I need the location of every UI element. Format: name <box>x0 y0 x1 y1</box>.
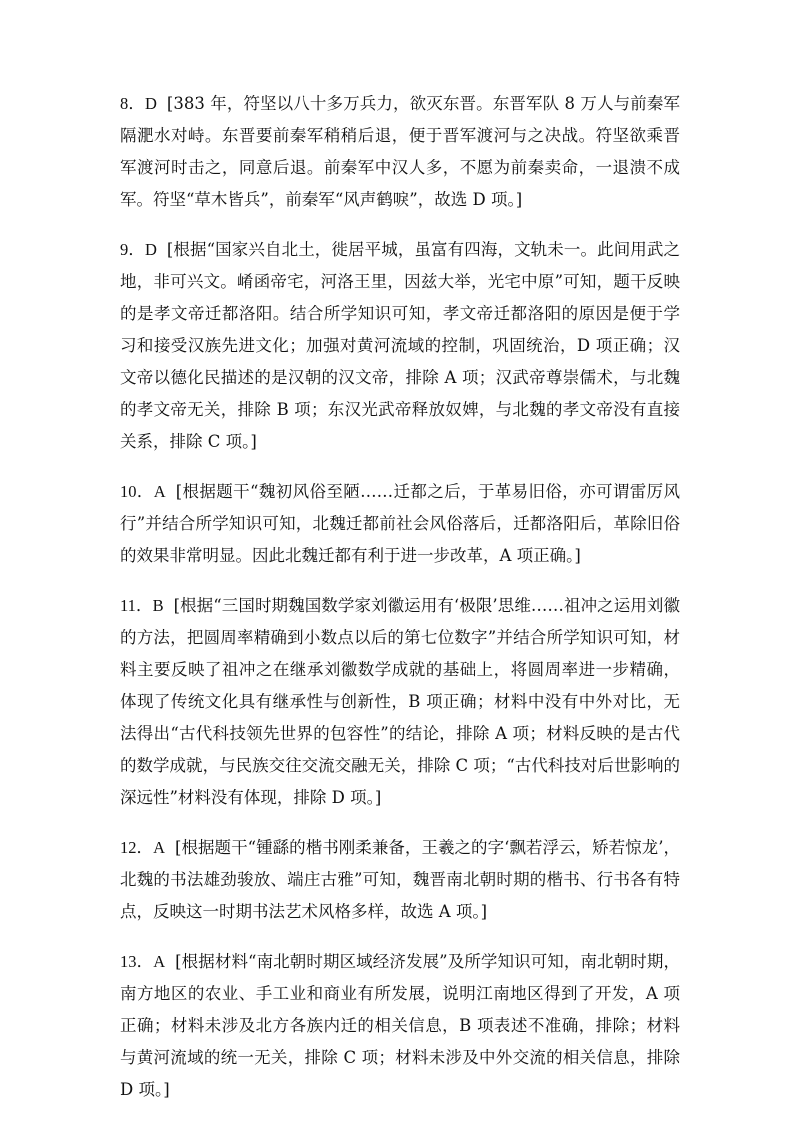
question-number: 9． <box>120 240 145 259</box>
answer-choice: D <box>144 240 157 259</box>
answer-choice: A <box>153 482 166 501</box>
answer-explanation: [根据题干“锺繇的楷书刚柔兼备，王羲之的字‘飘若浮云，矫若惊龙’，北魏的书法雄劲骏放、端庄古雅”可知，魏晋南北朝时期的楷书、行书各有特点，反映这一时期书法艺术风格多样，故选 A 项。] <box>120 838 680 921</box>
answer-page <box>120 88 680 1124</box>
answer-12 <box>120 832 680 928</box>
answer-11 <box>120 590 680 814</box>
answer-choice: A <box>153 838 165 857</box>
answer-explanation: [根据题干“魏初风俗至陋……迁都之后，于革易旧俗，亦可谓雷厉风行”并结合所学知识可知，北魏迁都前社会风俗落后，迁都洛阳后，革除旧俗的效果非常明显。因此北魏迁都有利于进一步改革，A 项正确。] <box>120 482 681 565</box>
answer-8 <box>120 88 680 216</box>
answer-explanation: [根据材料“南北朝时期区域经济发展”及所学知识可知，南北朝时期，南方地区的农业、手工业和商业有所发展，说明江南地区得到了开发，A 项正确；材料未涉及北方各族内迁的相关信息，B 项表述不准确，排除；材料与黄河流域的统一无关，排除 C 项；材料未涉及中外交流的相关信息，排除 D 项。] <box>120 952 681 1099</box>
answer-9 <box>120 234 680 458</box>
question-number: 12． <box>120 838 154 857</box>
answer-10 <box>120 476 680 572</box>
answer-explanation: [根据“三国时期魏国数学家刘徽运用有‘极限’思维……祖冲之运用刘徽的方法，把圆周率精确到小数点以后的第七位数字”并结合所学知识可知，材料主要反映了祖冲之在继承刘徽数学成就的基础上，将圆周率进一步精确，体现了传统文化具有继承性与创新性，B 项正确；材料中没有中外对比，无法得出“古代科技领先世界的包容性”的结论，排除 A 项；材料反映的是古代的数学成就，与民族交往交流交融无关，排除 C 项；“古代科技对后世影响的深远性”材料没有体现，排除 D 项。] <box>120 596 680 807</box>
answer-choice: A <box>153 952 166 971</box>
question-number: 13． <box>120 952 154 971</box>
question-number: 11． <box>120 596 153 615</box>
answer-explanation: [根据“国家兴自北土，徙居平城，虽富有四海，文轨未一。此间用武之地，非可兴文。崤函帝宅，河洛王里，因兹大举，光宅中原”可知，题干反映的是孝文帝迁都洛阳。结合所学知识可知，孝文帝迁都洛阳的原因是便于学习和接受汉族先进文化；加强对黄河流域的控制，巩固统治，D 项正确；汉文帝以德化民描述的是汉朝的汉文帝，排除 A 项；汉武帝尊崇儒术，与北魏的孝文帝无关，排除 B 项；东汉光武帝释放奴婢，与北魏的孝文帝没有直接关系，排除 C 项。] <box>120 240 681 451</box>
answer-13 <box>120 946 680 1106</box>
answer-choice: B <box>152 596 164 615</box>
question-number: 10． <box>120 482 154 501</box>
answer-explanation: [383 年，符坚以八十多万兵力，欲灭东晋。东晋军队 8 万人与前秦军隔淝水对峙。东晋要前秦军稍稍后退，便于晋军渡河与之决战。符坚欲乘晋军渡河时击之，同意后退。前秦军中汉人多，不愿为前秦卖命，一退溃不成军。符坚“草木皆兵”，前秦军“风声鹤唳”，故选 D 项。] <box>120 94 681 209</box>
answer-choice: D <box>145 94 157 113</box>
question-number: 8． <box>120 94 145 113</box>
